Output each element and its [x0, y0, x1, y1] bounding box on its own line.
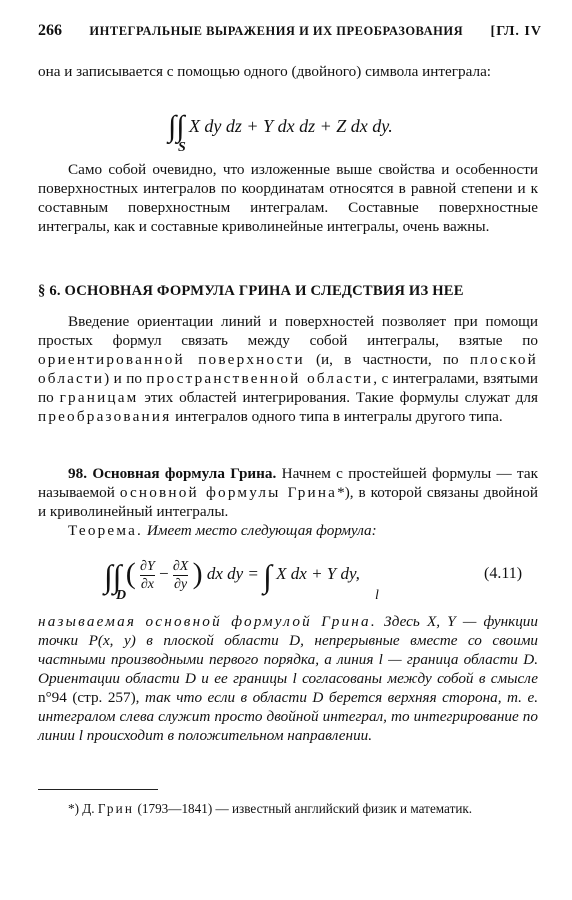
- theorem-statement: Теорема. Имеет место следующая формула:: [68, 522, 377, 539]
- theorem-label: Теорема.: [68, 522, 144, 539]
- formula1-subscript: S: [178, 140, 186, 155]
- paragraph-orientation: Введение ориентации линий и поверхностей позволяет при помощи простых формул связать между собой интегралы, взятые по ориентированной поверхности (и, в частности, по плоской области) и по пространственной области, с интегралами, взятыми по границам этих областей интегрирования. Такие формулы служат для преобразования интегралов одного типа в интегралы другого типа.: [38, 313, 539, 425]
- paragraph-explanation: называемая основной формулой Грина. Здесь X, Y — функции точки P(x, y) в плоской области D, непрерывные вместе со своими частными производными первого порядка, а линия l — граница области D. Ориентации области D и ее границы l согласованы между собой в смысле n°94 (стр. 257), так что если в области D берется верхняя сторона, т. е. интегралом слева служит просто двойной интеграл, то интегрирование по линии l происходит в положительном направлении.: [38, 613, 538, 744]
- running-title: ИНТЕГРАЛЬНЫЕ ВЫРАЖЕНИЯ И ИХ ПРЕОБРАЗОВАНИЯ: [89, 24, 464, 38]
- paragraph-intro: она и записывается с помощью одного (двойного) символа интеграла:: [38, 63, 492, 80]
- footnote-rule: [38, 789, 158, 790]
- formula1-integrand: X dy dz + Y dx dz + Z dx dy.: [188, 116, 393, 136]
- running-header: [38, 22, 542, 44]
- paragraph-green-formula: 98. Основная формула Грина. Начнем с простейшей формулы — так называемой основной формулы Грина*), в которой связаны двойной и криволинейный интегралы.: [38, 465, 539, 520]
- paragraph-remark: Само собой очевидно, что изложенные выше свойства и особенности поверхностных интегралов по координатам относятся в равной степени и к составным поверхностным интегралам. Составные поверхностные интегралы, как и составные криволинейные интегралы, очень важны.: [38, 161, 538, 235]
- page-number: 266: [38, 22, 62, 39]
- formula2-subscript-d: D: [116, 588, 127, 603]
- footnote: *) Д. Грин (1793—1841) — известный английский физик и математик.: [68, 801, 473, 816]
- subsection-title: 98. Основная формула Грина.: [68, 465, 277, 482]
- section-heading: § 6. ОСНОВНАЯ ФОРМУЛА ГРИНА И СЛЕДСТВИЯ ИЗ НЕЕ: [38, 283, 464, 299]
- equation-number: (4.11): [484, 565, 523, 582]
- formula-surface-integral: ∫∫ X dy dz + Y dx dz + Z dx dy. S: [168, 110, 393, 155]
- formula-green: ∫∫ ( $\frac{\partial Y}{\partial x}$ − $\frac{\partial X}{\partial y}$ ) dx dy = ∫ X dx + Y dy, D l: [104, 557, 379, 603]
- chapter-marker: [ГЛ. IV: [490, 24, 542, 39]
- formula2-subscript-l: l: [375, 588, 379, 603]
